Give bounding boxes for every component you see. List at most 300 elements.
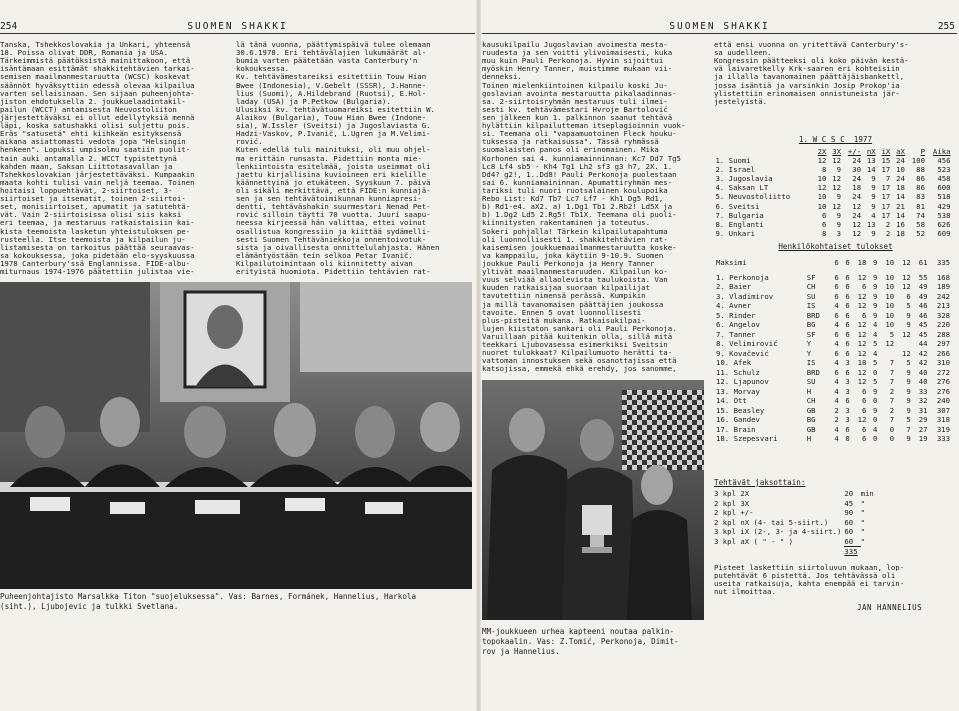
closing-text bbox=[714, 563, 957, 595]
text-line: tavoite. Ennen 5 ovat luonnollisesti bbox=[482, 308, 642, 317]
text-line: Toinen mielenkiintoinen kilpailu koski Ju- bbox=[482, 81, 668, 90]
table-cell: 52 bbox=[916, 228, 925, 238]
text-line: denneksi. bbox=[482, 73, 522, 82]
table-cell: 5 bbox=[889, 329, 895, 339]
text-line: maata kohti tulisi vain neljä teemaa. Toinen bbox=[0, 178, 195, 187]
table-cell: 42 bbox=[918, 358, 928, 367]
table-cell: 13 bbox=[866, 219, 876, 229]
table-cell: 12 bbox=[817, 156, 827, 166]
table-cell: 7 bbox=[889, 415, 895, 424]
table-cell: Aika bbox=[932, 147, 951, 156]
text-line: läpi, koska satushakki olisi suljettu pois. bbox=[0, 122, 191, 131]
individual-results-table bbox=[714, 258, 952, 444]
table-cell: 10 bbox=[885, 310, 895, 320]
text-line: useita ratkaisuja, kahta enempää ei tarvin- bbox=[714, 579, 905, 588]
table-cell: 9 bbox=[906, 367, 911, 377]
text-line: 30.6.1978. Eri tehtävälajien lukumäärät al- bbox=[236, 49, 427, 58]
table-cell: Y bbox=[806, 348, 812, 358]
table-cell: IS bbox=[806, 358, 816, 367]
text-line: vät. Vain 2-siirtoisissa olisi siis kaksi bbox=[0, 211, 182, 220]
left-page-number: 254 bbox=[0, 21, 18, 32]
table-cell: 24 bbox=[852, 192, 862, 202]
text-line: goslavian avointa mestaruutta pikalaadinnas- bbox=[482, 89, 677, 98]
table-cell: 3 bbox=[845, 377, 850, 386]
table-cell: 60 bbox=[844, 536, 854, 546]
table-cell: BG bbox=[806, 415, 816, 424]
text-line: plus-pisteitä mukana. Ratkaisukilpai- bbox=[482, 316, 646, 325]
table-cell: 9 bbox=[873, 386, 878, 396]
table-cell: 16 bbox=[896, 219, 905, 229]
table-cell: 9 bbox=[871, 192, 876, 202]
table-cell bbox=[714, 147, 813, 156]
text-line: suomalaisten panos oli erinomainen. Mika bbox=[482, 146, 659, 155]
table-cell: 8. Englanti bbox=[715, 219, 764, 229]
text-line: kaisemisen joukkuemaailmanmestaruutta koske- bbox=[482, 243, 677, 252]
table-cell: 9 bbox=[906, 386, 911, 396]
table-cell: H bbox=[806, 386, 812, 396]
table-cell: 0 bbox=[889, 434, 895, 443]
table-cell: 6 bbox=[906, 291, 911, 301]
table-cell: 12. Ljapunov bbox=[716, 377, 769, 386]
text-line: rov ja Hannelius. bbox=[482, 647, 560, 656]
table-cell: 30 bbox=[852, 165, 862, 175]
table-cell: 10 bbox=[885, 272, 895, 282]
table-row bbox=[714, 292, 952, 302]
table-cell: 45 bbox=[918, 320, 928, 329]
table-cell: iX bbox=[881, 147, 891, 156]
table-cell: 19 bbox=[918, 434, 928, 443]
table-cell: 9 bbox=[836, 192, 842, 202]
table-cell: 4 bbox=[834, 358, 839, 367]
table-cell: 4. Saksan LT bbox=[715, 183, 769, 193]
table-cell: 0 bbox=[845, 434, 850, 443]
table-cell: 12 bbox=[902, 348, 911, 358]
text-line: putehtävät 6 pistettä. Jos tehtävässä oli bbox=[714, 571, 896, 580]
table-cell: 2 bbox=[889, 405, 895, 415]
table-cell: 4 bbox=[834, 320, 839, 329]
table-row bbox=[714, 518, 877, 528]
text-line: kista teemoista lasketun yhteistuloksen pe- bbox=[0, 227, 191, 236]
table-cell: 6 bbox=[845, 301, 850, 310]
table-cell: 4 bbox=[873, 424, 878, 434]
table-cell: 7 bbox=[889, 396, 895, 405]
text-line: sia), W.Issler (Sveitsi) ja Jugoslaviasta G. bbox=[236, 122, 431, 131]
table-cell: 12 bbox=[857, 272, 867, 282]
text-line: MM-joukkueen urhea kapteeni noutaa palkin- bbox=[482, 627, 675, 636]
table-cell bbox=[896, 339, 913, 349]
table-cell: 6 bbox=[822, 219, 827, 229]
text-line: Sokeri pohjalla! Tärkein kilpailutapahtuma bbox=[482, 227, 668, 236]
text-line: b) Rd1-e4. aX2. a) 1.Dg1 Tb1 2.Rb2! Ld5X ja bbox=[482, 203, 673, 212]
left-page bbox=[0, 0, 475, 711]
table-cell: 6 bbox=[822, 210, 827, 220]
table-cell: 6 bbox=[834, 258, 839, 267]
text-line: listamisesta on tarkoitus päättää seuraavas- bbox=[0, 243, 195, 252]
table-cell: 4 bbox=[834, 301, 839, 310]
table-cell: " bbox=[860, 527, 865, 536]
table-cell: 2. Israel bbox=[715, 165, 756, 175]
wcsc-team-table bbox=[714, 147, 952, 238]
text-line: henkeen". Lopuksi umpisolmu saatiin puolit- bbox=[0, 146, 191, 155]
table-cell: 12 bbox=[857, 291, 867, 301]
text-line: ja millä tavanomaisen päättäjien joukossa bbox=[482, 300, 664, 309]
table-cell: 3 kpl aX ( " - " ) bbox=[714, 536, 794, 546]
table-cell: 9 bbox=[873, 301, 878, 310]
table-cell: 9 bbox=[836, 165, 842, 175]
table-cell: 18 bbox=[857, 358, 867, 367]
table-cell: 12 bbox=[852, 228, 862, 238]
table-cell: 18. Szepesvari bbox=[716, 434, 778, 443]
table-row bbox=[714, 301, 952, 311]
table-cell: BG bbox=[806, 320, 816, 329]
table-cell: 4 bbox=[873, 320, 878, 329]
table-row bbox=[714, 377, 952, 387]
text-line: sesti kv. tehtävämestari Hvroje Bartolović bbox=[482, 105, 668, 114]
table-row bbox=[714, 258, 952, 268]
text-line: tain auki antamalla 2. WCCT typistettynä bbox=[0, 154, 177, 163]
text-line: sen ja sen tehtävätoimikunnan kunniapresi- bbox=[236, 195, 422, 204]
table-cell: 2 bbox=[885, 228, 891, 238]
table-cell: 5 bbox=[873, 339, 878, 348]
text-line: pailun (WCCT) antamisesta Neuvostoliiton bbox=[0, 105, 177, 114]
table-cell: 333 bbox=[936, 434, 950, 443]
table-cell: 13. Morvay bbox=[716, 386, 760, 396]
text-line: Dd4? g2!, 1..Dd8! Pauli Perkonoja puolestaan bbox=[482, 170, 677, 179]
table-cell: 3X bbox=[832, 147, 842, 156]
text-line: sesti Suomen Tehtäväniekkoja onnentoivotuk- bbox=[236, 235, 427, 244]
text-line: Puheenjohtajisto Marsalkka Titon "suojeluksessa". Vas: Barnes, Formánek, Hannelius, Harkola bbox=[0, 592, 417, 601]
table-cell: 55 bbox=[918, 272, 928, 282]
table-row bbox=[714, 358, 952, 368]
table-cell: 1. Suomi bbox=[715, 156, 751, 166]
table-cell: 4 bbox=[871, 210, 876, 220]
table-cell: 88 bbox=[916, 165, 925, 175]
table-cell: 58 bbox=[916, 219, 925, 229]
table-cell: 240 bbox=[936, 396, 950, 405]
table-cell: 523 bbox=[937, 165, 951, 175]
table-cell: 335 bbox=[936, 258, 950, 267]
text-line: semisen maailmanmestaruutta (WCSC) koskevat bbox=[0, 73, 191, 82]
table-cell: 24 bbox=[852, 156, 862, 166]
left-running-title: SUOMEN SHAKKI bbox=[187, 21, 288, 32]
text-line: erityistä huomiota. Pidettiin tehtävien rat- bbox=[236, 268, 431, 277]
table-row bbox=[714, 183, 952, 192]
table-cell: 86 bbox=[916, 174, 925, 184]
text-line: kokouksessa. bbox=[236, 65, 290, 74]
table-cell: 6 bbox=[845, 339, 850, 348]
table-row bbox=[714, 339, 952, 349]
table-cell: IS bbox=[806, 301, 816, 310]
table-cell: 14 bbox=[896, 210, 905, 220]
table-cell: 3 bbox=[836, 228, 842, 238]
right-running-title: SUOMEN SHAKKI bbox=[669, 21, 770, 32]
table-cell: 18 bbox=[857, 258, 867, 267]
table-cell: 17 bbox=[881, 165, 891, 175]
table-cell: 9 bbox=[873, 282, 878, 291]
text-line: hylättiin kilpailutteman itseplagioinnin vuok- bbox=[482, 122, 686, 131]
table-cell: 2 kpl +/- bbox=[714, 508, 754, 517]
table-row bbox=[714, 202, 952, 211]
table-row bbox=[714, 547, 877, 557]
text-line: Ulusiksi kv. tehtävätuomareiksi esitettiin W. bbox=[236, 105, 435, 114]
text-line: että ensi vuonna on yritettävä Canterbury's- bbox=[714, 41, 909, 49]
table-row bbox=[714, 273, 952, 283]
text-line: jaettu kirjallisina kuvioineen eri kielille bbox=[236, 170, 427, 179]
text-line: sen jälkeen kun 1. palkinnon saanut tehtävä bbox=[482, 113, 673, 122]
text-line: sa uudelleen. bbox=[714, 49, 772, 58]
table-cell: 1. Perkonoja bbox=[716, 272, 769, 282]
table-cell: 6 bbox=[845, 258, 850, 267]
table-cell: 10 bbox=[885, 320, 895, 329]
table-row bbox=[714, 330, 952, 340]
table-row bbox=[714, 282, 952, 292]
table-row bbox=[714, 349, 952, 359]
tasks-title: Tehtävät jaksottain: bbox=[714, 478, 806, 487]
table-cell: 220 bbox=[936, 320, 950, 329]
table-row bbox=[714, 508, 877, 518]
text-line: (siht.), Ljubojevic ja tulkki Svetlana. bbox=[0, 602, 179, 611]
table-cell: 17 bbox=[881, 201, 891, 211]
table-cell: 0 bbox=[873, 367, 878, 377]
text-line: sa kokouksessa, joka pidetään elo-syyskuussa bbox=[0, 251, 195, 260]
table-cell: 4 bbox=[834, 396, 839, 405]
table-cell: 21 bbox=[896, 201, 905, 211]
text-line: ruudesta ja sen voitti ylivoimaisesti, kuka bbox=[482, 49, 673, 58]
photo-presidium bbox=[0, 282, 472, 589]
table-cell: 8. Velimirović bbox=[716, 339, 778, 348]
table-cell: 5 bbox=[906, 415, 911, 424]
table-cell: 2 bbox=[834, 415, 839, 424]
table-cell: GB bbox=[806, 405, 816, 415]
text-line: neessa kirjeessä hän valittaa, ettei voinut bbox=[236, 219, 427, 228]
table-cell: 2 bbox=[834, 405, 839, 415]
text-line: Alaikov (Bulgaria), Touw Hian Bwee (Indone- bbox=[236, 113, 427, 122]
table-cell: 83 bbox=[916, 192, 925, 202]
left-column-1 bbox=[0, 41, 228, 276]
table-cell: 10 bbox=[817, 201, 827, 211]
table-cell: 24 bbox=[896, 156, 905, 166]
table-row bbox=[714, 368, 952, 378]
table-cell: 60 bbox=[844, 517, 854, 527]
table-cell: 86 bbox=[916, 183, 925, 193]
text-line: si. Teemana oli "vapaamuotoinen Fleck houku- bbox=[482, 130, 677, 139]
table-cell: 3. Vladimirov bbox=[716, 291, 774, 301]
table-cell: 6. Sveitsi bbox=[715, 201, 760, 211]
table-cell: BRD bbox=[806, 310, 820, 320]
table-cell: 213 bbox=[936, 301, 950, 310]
table-cell: 10 bbox=[896, 165, 905, 175]
text-line: eri teemaa, ja mestaruus ratkaistaisiin kai- bbox=[0, 219, 195, 228]
text-line: yltivät maailmanmestaruuden. Kilpailun ko- bbox=[482, 268, 668, 277]
text-line: lius (Suomi), A.Hildebrand (Ruotsi), E.Hol- bbox=[236, 89, 427, 98]
text-line: vä laivaretkelly Krk-saaren eri kohteisiin bbox=[714, 65, 900, 74]
table-cell: 46 bbox=[918, 301, 928, 310]
text-line: Kuten edellä tuli mainituksi, oli muu ohjel- bbox=[236, 146, 431, 155]
table-cell: 24 bbox=[896, 174, 905, 184]
table-cell: 429 bbox=[937, 201, 951, 211]
table-cell: 307 bbox=[936, 405, 950, 415]
text-line: käännettyinä jo etukäteen. Syyskuun 7. päivä bbox=[236, 178, 431, 187]
text-line: järjestettäväksi ei ollut edellytyksiä mennä bbox=[0, 113, 195, 122]
table-cell: 12 bbox=[832, 174, 842, 184]
table-cell: 0 bbox=[873, 396, 878, 405]
table-cell: 6 bbox=[862, 396, 867, 405]
text-line: muu kuin Pauli Perkonoja. Hyvin sijoittui bbox=[482, 57, 664, 66]
table-cell: 310 bbox=[936, 358, 950, 367]
table-cell: 17. Brain bbox=[716, 424, 756, 434]
text-line: jiston ehdotuksella 2. joukkuelaadintakil- bbox=[0, 97, 186, 106]
text-line: kausukilpailu Jugoslavian avoimesta mesta- bbox=[482, 41, 668, 49]
table-cell: 9 bbox=[873, 405, 878, 415]
table-cell: 49 bbox=[918, 291, 928, 301]
right-page-header bbox=[482, 21, 957, 34]
table-cell: 6 bbox=[862, 405, 867, 415]
text-line: Eräs "satusetä" ehti kiihkeän esityksensä bbox=[0, 130, 182, 139]
table-cell: 5 bbox=[873, 358, 878, 367]
table-cell: 10 bbox=[885, 282, 895, 291]
table-cell: 272 bbox=[936, 367, 950, 377]
table-cell: 6 bbox=[845, 396, 850, 405]
table-cell: 9. Kovačević bbox=[716, 348, 769, 358]
table-row bbox=[714, 147, 952, 156]
table-cell: 12 bbox=[857, 339, 867, 348]
table-row bbox=[714, 156, 952, 165]
table-cell: 40 bbox=[918, 377, 928, 386]
table-cell: 33 bbox=[918, 386, 928, 396]
table-cell: 6 bbox=[862, 310, 867, 320]
text-line: tavutettiin nimensä perässä. Kumpikin bbox=[482, 292, 646, 301]
table-row bbox=[714, 527, 877, 537]
table-cell: 15 bbox=[881, 156, 891, 166]
table-cell: 14 bbox=[896, 192, 905, 202]
table-cell: 458 bbox=[937, 174, 951, 184]
table-cell: 0 bbox=[873, 415, 878, 424]
text-line: ja illalla tavanomainen päättäjäisbankettl, bbox=[714, 73, 905, 82]
table-row bbox=[714, 220, 952, 229]
text-line: Pisteet laskettiin siirtoluvun mukaan, lop- bbox=[714, 563, 905, 572]
table-cell: 4. Avner bbox=[716, 301, 752, 310]
text-line: vuus selviää allaolevista taulukoista. Van bbox=[482, 276, 668, 285]
text-line: joukkue Pauli Perkonoja ja Henry Tanner bbox=[482, 259, 655, 268]
table-cell: 7 bbox=[889, 367, 895, 377]
table-cell: 3 bbox=[845, 415, 850, 424]
text-line: bumia varten päätetään vasta Canterbury'n bbox=[236, 57, 418, 66]
table-cell: P bbox=[920, 147, 925, 156]
wcsc-table-title: 1. W C S C 1977 bbox=[798, 135, 873, 144]
table-cell: 12 bbox=[857, 348, 867, 358]
table-row bbox=[714, 415, 952, 425]
text-line: rović silloin täytti 70 vuotta. Juuri saapu- bbox=[236, 211, 431, 220]
table-cell: SU bbox=[806, 291, 816, 301]
text-line: siirtoiset ja itsematit, toinen 2-siirtoi- bbox=[0, 195, 186, 204]
individual-results-title: Henkilökohtaiset tulokset bbox=[778, 242, 893, 251]
table-cell: 12 bbox=[902, 329, 911, 339]
table-cell: 12 bbox=[832, 156, 842, 166]
table-row bbox=[714, 165, 952, 174]
text-line: Korhonen sai 4. kunniamainninnan: Kc7 Dd7 Tg5 bbox=[482, 154, 681, 163]
table-cell: 6 bbox=[845, 291, 850, 301]
table-cell: 46 bbox=[918, 310, 928, 320]
table-cell: 12 bbox=[857, 415, 867, 424]
text-line: jestelyistä. bbox=[714, 97, 768, 106]
table-cell: 2 bbox=[885, 219, 891, 229]
text-line: Tshekkoslovakian järjestettäväksi. Kumpaakin bbox=[0, 170, 195, 179]
table-cell: H bbox=[806, 434, 812, 443]
text-line: Tärkeimmistä päätöksistä mainittakoon, että bbox=[0, 57, 191, 66]
text-line: Kilpailutoimintaan oli kiinnitetty aivan bbox=[236, 259, 413, 268]
table-cell: 4 bbox=[834, 424, 839, 434]
table-cell: 6 bbox=[862, 386, 867, 396]
table-cell: 297 bbox=[936, 339, 950, 348]
text-line: nuoret tulokkaat? Kilpailumuoto herätti ta- bbox=[482, 349, 673, 358]
text-line: laday (USA) ja P.Petkow (Bulgaria). bbox=[236, 97, 391, 106]
table-cell: 6 bbox=[845, 272, 850, 282]
table-cell: 12 bbox=[857, 320, 867, 329]
table-row bbox=[714, 499, 877, 509]
table-cell: 3 bbox=[845, 405, 850, 415]
table-cell: 5 bbox=[906, 358, 911, 367]
table-cell: 17 bbox=[881, 192, 891, 202]
table-cell: 29 bbox=[918, 415, 928, 424]
table-cell: 9 bbox=[871, 183, 876, 193]
table-cell: Maksimi bbox=[716, 258, 747, 267]
table-cell: 9. Unkari bbox=[715, 228, 756, 238]
text-line: Bwee (Indonesia), V.Gebelt (SSSR), J.Hanne- bbox=[236, 81, 427, 90]
table-cell: 7 bbox=[889, 358, 895, 367]
table-row bbox=[714, 537, 877, 547]
table-cell: 4 bbox=[834, 339, 839, 348]
text-line: va kamppailu, joka käytiin 9-10.9. Suomen bbox=[482, 251, 664, 260]
table-cell: " bbox=[860, 508, 865, 517]
table-cell: 40 bbox=[918, 367, 928, 377]
text-line: osallistua kongressiin ja kiittää sydämelli- bbox=[236, 227, 431, 236]
table-cell: 12 bbox=[857, 329, 867, 339]
table-cell: 60 bbox=[844, 527, 854, 536]
table-cell: 9 bbox=[906, 405, 911, 415]
right-column-2 bbox=[714, 41, 957, 106]
table-cell: 8 bbox=[822, 165, 827, 175]
text-line: vattoman innostuksen sekä osanottajissa että bbox=[482, 357, 677, 366]
table-cell: 14. Ott bbox=[716, 396, 747, 405]
text-line: sa. 2-siirtoisryhmän mestaruus tuli ilmei- bbox=[482, 97, 668, 106]
table-cell: 9 bbox=[873, 258, 878, 267]
author-signature: JAN HANNELIUS bbox=[857, 603, 923, 612]
table-row bbox=[714, 387, 952, 397]
table-cell: 12 bbox=[852, 201, 862, 211]
text-line: jossa isäntiä ja varsinkin Josip Prokop'ia bbox=[714, 81, 900, 90]
table-cell: +/- bbox=[847, 147, 862, 156]
table-cell: 9 bbox=[871, 174, 876, 184]
table-cell: 6 bbox=[834, 329, 839, 339]
table-cell: 9 bbox=[906, 434, 911, 443]
text-line: isäntämaan esittämät shakkitehtävien tarkai- bbox=[0, 65, 195, 74]
text-line: oli sikäli merkittävä, että FIDE:n kunniajä- bbox=[236, 186, 431, 195]
table-row bbox=[714, 406, 952, 416]
table-cell: 4 bbox=[834, 386, 839, 396]
text-line: sai 6. kunniamaininnan. Apumattiryhmän mes- bbox=[482, 178, 673, 187]
table-cell: 6 bbox=[834, 272, 839, 282]
table-cell: 328 bbox=[936, 310, 950, 320]
table-cell: 12 bbox=[832, 183, 842, 193]
table-cell: 100 bbox=[911, 156, 925, 166]
text-line: Tanska, Tshekkoslovakia ja Unkari, yhteensä bbox=[0, 41, 191, 49]
text-line: 18. Poissa olivat DDR, Romania ja USA. bbox=[0, 49, 169, 58]
text-line: ylistettiin erinomaisen onnistuneista jär- bbox=[714, 89, 900, 98]
text-line: topokaalin. Vas: Z.Tomić, Perkonoja, Dimit- bbox=[482, 637, 679, 646]
text-line: Rebo List: Kd7 Tb7 Lc7 Lf7 - Kh1 Dg5 Rd1, bbox=[482, 195, 664, 204]
table-cell: 9 bbox=[906, 320, 911, 329]
table-cell: Y bbox=[806, 339, 812, 348]
